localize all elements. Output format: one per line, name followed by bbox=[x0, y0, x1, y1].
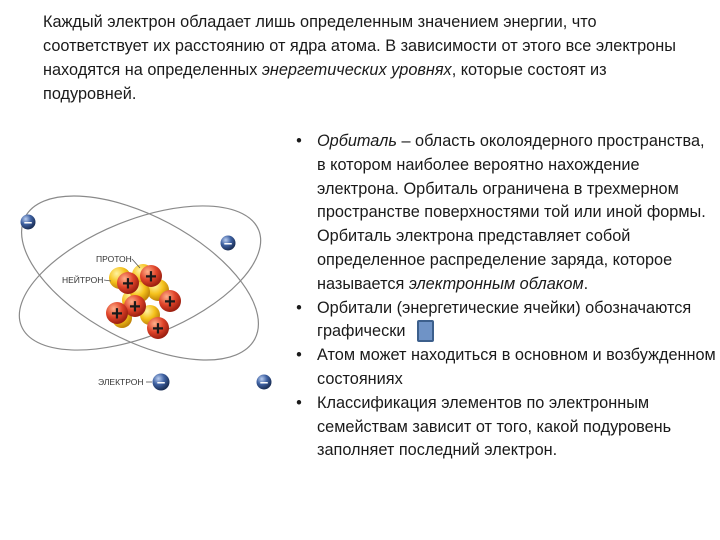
label-electron: ЭЛЕКТРОН bbox=[98, 377, 144, 387]
minus-sign: – bbox=[23, 214, 33, 231]
label-proton: ПРОТОН bbox=[96, 254, 132, 264]
electrons bbox=[21, 215, 272, 391]
orbital-definition-end: . bbox=[583, 274, 589, 293]
orbital-cell-icon bbox=[417, 320, 434, 342]
bullet-orbital-definition: • Орбиталь – область околоядерного пространства, в котором наиболее вероятно нахождение электрона. Орбиталь ограничена в трехмерном пространстве поверхностями той или иной формы. Орбиталь электрона представляет собой определенное распределение заряда, которое называется электронным облаком. bbox=[296, 132, 706, 293]
term-orbital: Орбиталь bbox=[317, 132, 397, 150]
orbital-notation-text: Орбитали (энергетические ячейки) обозначаются графически bbox=[317, 298, 692, 341]
term-electron-cloud: электронным облаком bbox=[408, 274, 584, 293]
atom-states-text: Атом может находиться в основном и возбужденном состояниях bbox=[317, 346, 716, 388]
atom-illustration bbox=[0, 150, 290, 430]
intro-paragraph bbox=[43, 10, 693, 106]
plus-sign: + bbox=[111, 303, 123, 325]
intro-text-1: Каждый электрон обладает лишь определенным значением энергии, что соответствует их расстоянию от ядра атома. В зависимости от этого все электроны находятся на определенных bbox=[43, 13, 676, 79]
plus-sign: + bbox=[145, 266, 157, 288]
plus-sign: + bbox=[164, 291, 176, 313]
label-neutron: НЕЙТРОН bbox=[62, 275, 104, 285]
plus-sign: + bbox=[152, 318, 164, 340]
bullet-atom-states: • Атом может находиться в основном и возбужденном состояниях bbox=[296, 346, 716, 388]
minus-sign: – bbox=[259, 374, 269, 391]
bullet-list bbox=[292, 130, 717, 463]
plus-sign: + bbox=[122, 273, 134, 295]
plus-sign: + bbox=[129, 296, 141, 318]
orbital-definition-text: – область околоядерного пространства, в котором наиболее вероятно нахождение электрона. Орбиталь ограничена в трехмерном пространстве поверхностями той или иной формы. Орбиталь электрона представляет собой определенное распределение заряда, которое называется bbox=[317, 132, 706, 293]
bullet-classification: • Классификация элементов по электронным семействам зависит от того, какой подуровень заполняет последний электрон. bbox=[296, 393, 672, 460]
bullet-orbital-notation: • Орбитали (энергетические ячейки) обозначаются графически bbox=[296, 298, 692, 341]
intro-emphasis: энергетических уровнях bbox=[261, 61, 452, 79]
intro-text-2: , которые состоят из подуровней. bbox=[43, 61, 607, 103]
classification-text: Классификация элементов по электронным семействам зависит от того, какой подуровень заполняет последний электрон. bbox=[317, 393, 672, 460]
minus-sign: – bbox=[223, 235, 233, 252]
minus-sign: – bbox=[156, 374, 166, 391]
